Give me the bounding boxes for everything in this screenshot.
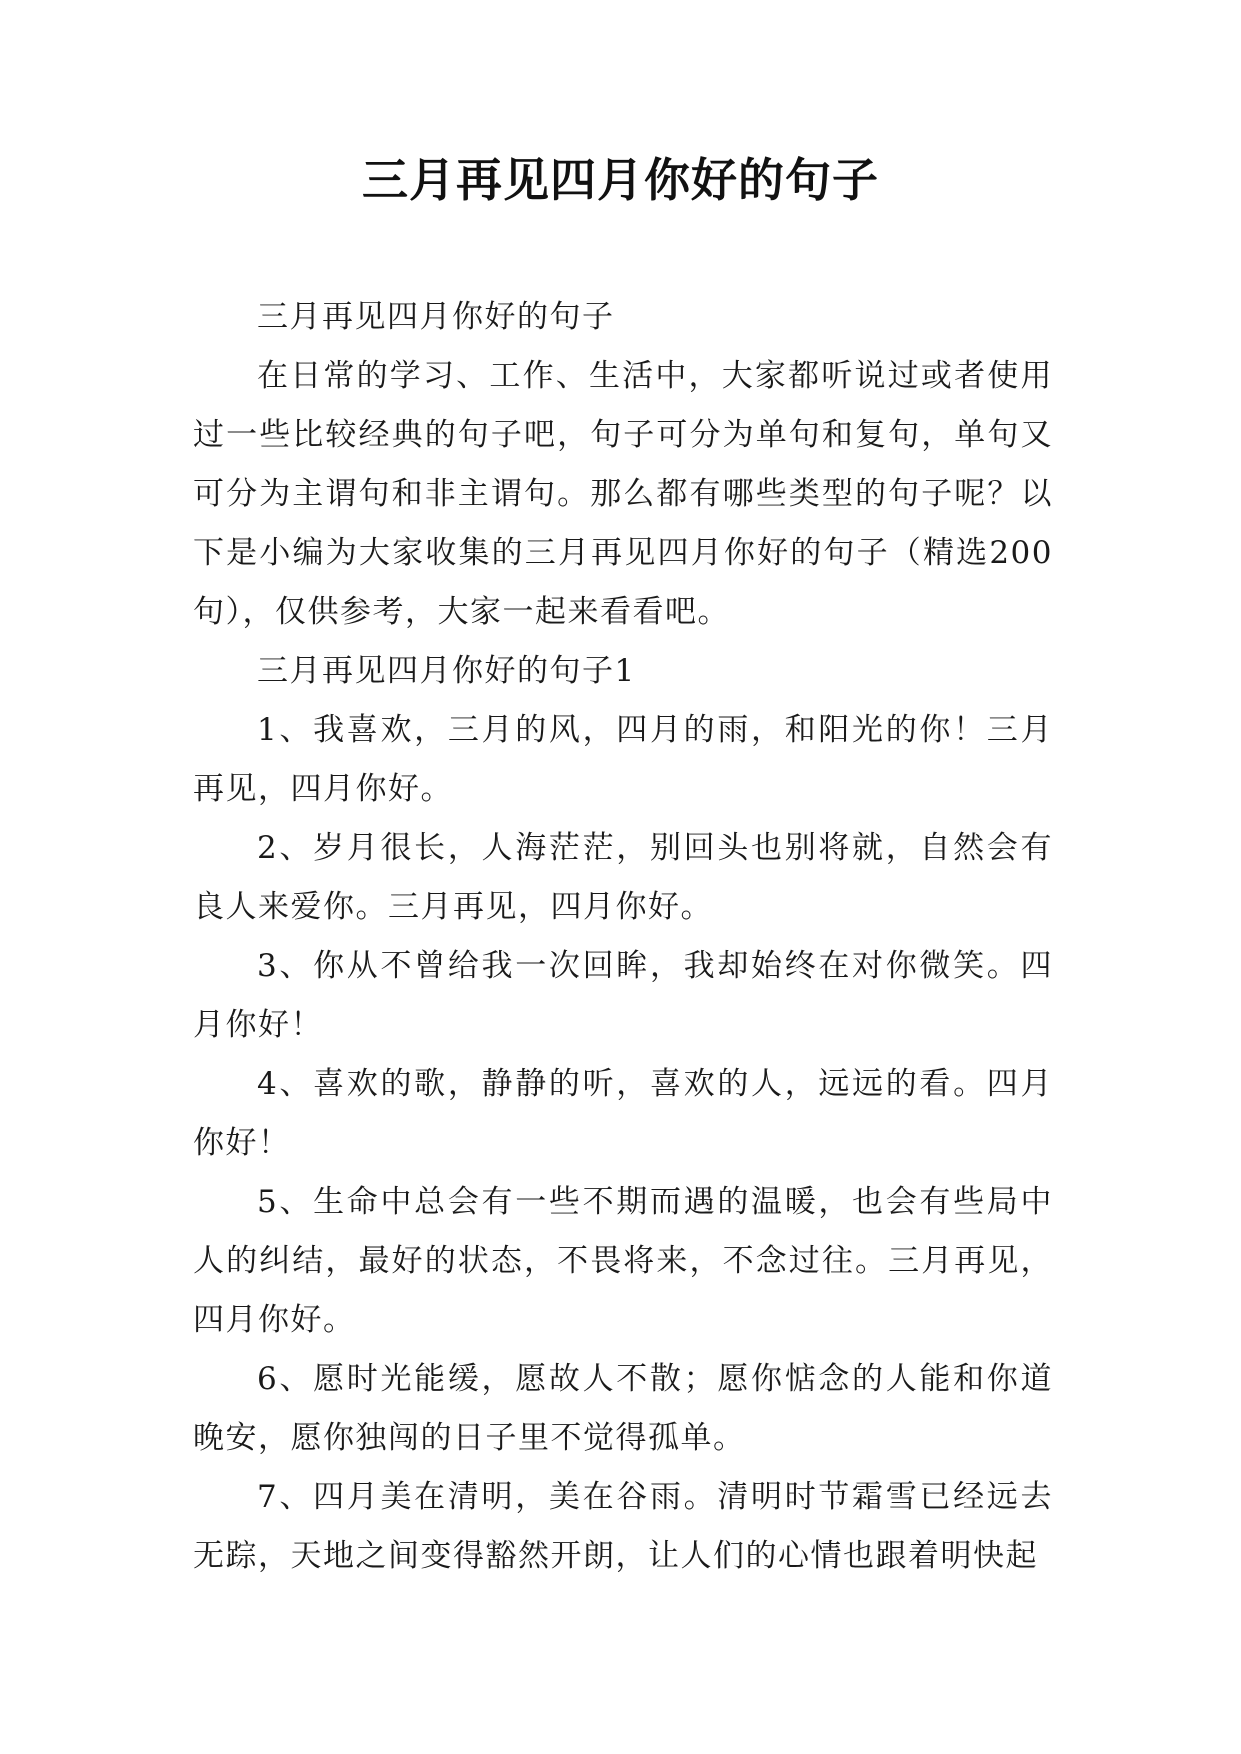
paragraph-intro: 在日常的学习、工作、生活中，大家都听说过或者使用过一些比较经典的句子吧，句子可分为单句和复句，单句又可分为主谓句和非主谓句。那么都有哪些类型的句子呢？以下是小编为大家收集的三月再见四月你好的句子（精选200句），仅供参考，大家一起来看看吧。 xyxy=(193,358,1053,630)
document-title: 三月再见四月你好的句子 xyxy=(362,153,879,207)
document-body xyxy=(193,288,1053,1586)
sentence-item-4: 4、喜欢的歌，静静的听，喜欢的人，远远的看。四月你好！ xyxy=(193,1066,1053,1161)
sentence-item-7: 7、四月美在清明，美在谷雨。清明时节霜雪已经远去无踪，天地之间变得豁然开朗，让人们的心情也跟着明快起 xyxy=(193,1479,1053,1574)
sentence-item-1: 1、我喜欢，三月的风，四月的雨，和阳光的你！三月再见，四月你好。 xyxy=(193,712,1053,807)
sentence-item-5: 5、生命中总会有一些不期而遇的温暖，也会有些局中人的纠结，最好的状态，不畏将来，不念过往。三月再见，四月你好。 xyxy=(193,1184,1053,1338)
sentence-item-6: 6、愿时光能缓，愿故人不散；愿你惦念的人能和你道晚安，愿你独闯的日子里不觉得孤单。 xyxy=(193,1361,1053,1456)
section-heading: 三月再见四月你好的句子1 xyxy=(257,653,636,689)
sentence-item-3: 3、你从不曾给我一次回眸，我却始终在对你微笑。四月你好！ xyxy=(193,948,1053,1043)
sentence-item-2: 2、岁月很长，人海茫茫，别回头也别将就，自然会有良人来爱你。三月再见，四月你好。 xyxy=(193,830,1053,925)
paragraph-subtitle: 三月再见四月你好的句子 xyxy=(257,299,615,335)
